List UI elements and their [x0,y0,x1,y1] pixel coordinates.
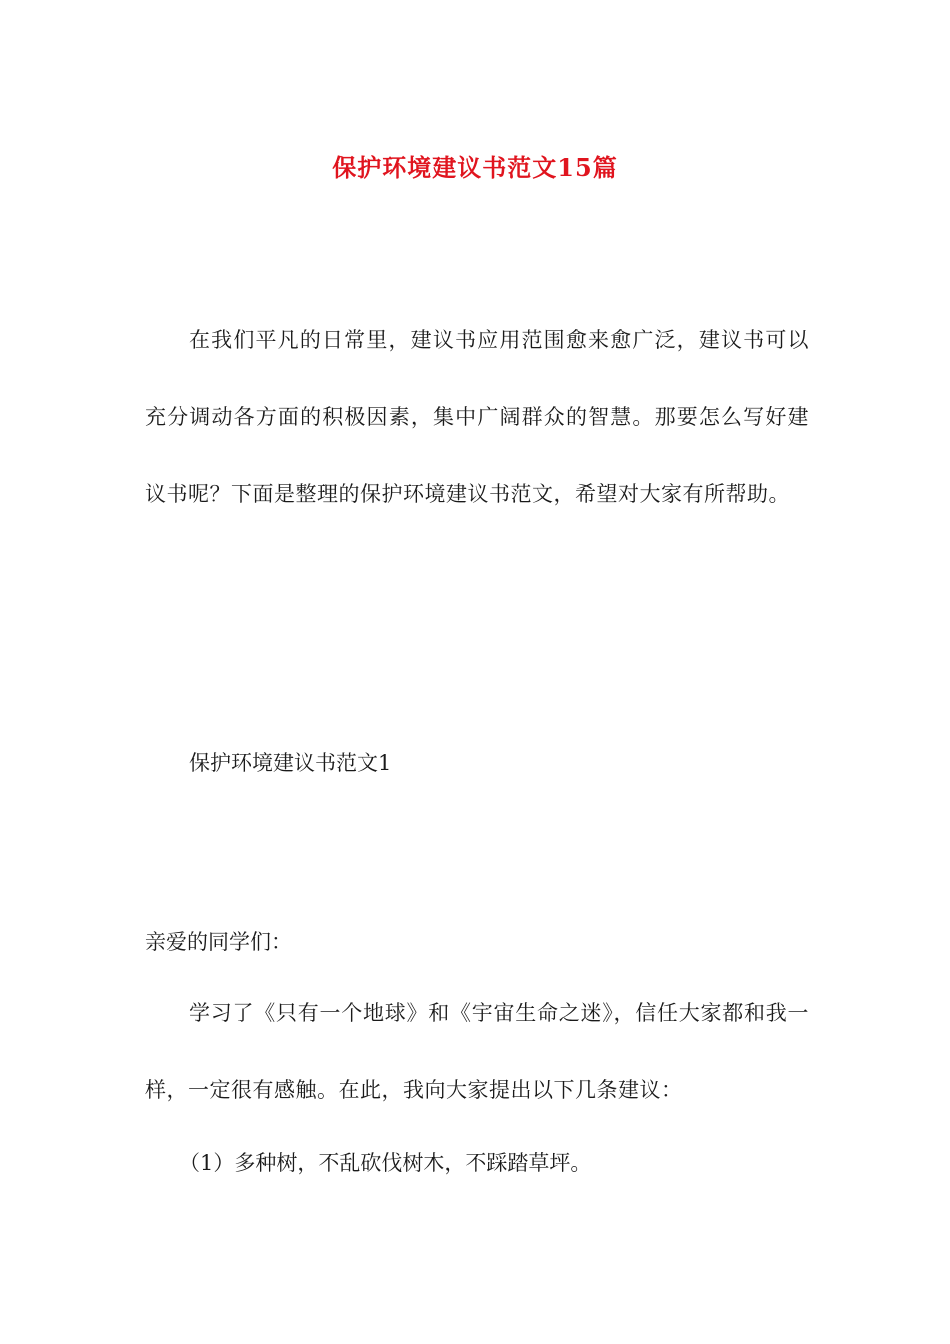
document-title: 保护环境建议书范文15篇 [332,153,618,183]
section-heading: 保护环境建议书范文1 [189,751,392,775]
list-item: （1）多种树，不乱砍伐树木，不踩踏草坪。 [179,1151,592,1175]
intro-paragraph: 在我们平凡的日常里，建议书应用范围愈来愈广泛，建议书可以充分调动各方面的积极因素，集中广阔群众的智慧。那要怎么写好建议书呢？下面是整理的保护环境建议书范文，希望对大家有所帮助。 [145,328,809,506]
salutation-line: 亲爱的同学们： [145,930,292,954]
body-paragraph: 学习了《只有一个地球》和《宇宙生命之迷》，信任大家都和我一样，一定很有感触。在此，我向大家提出以下几条建议： [145,1001,809,1102]
